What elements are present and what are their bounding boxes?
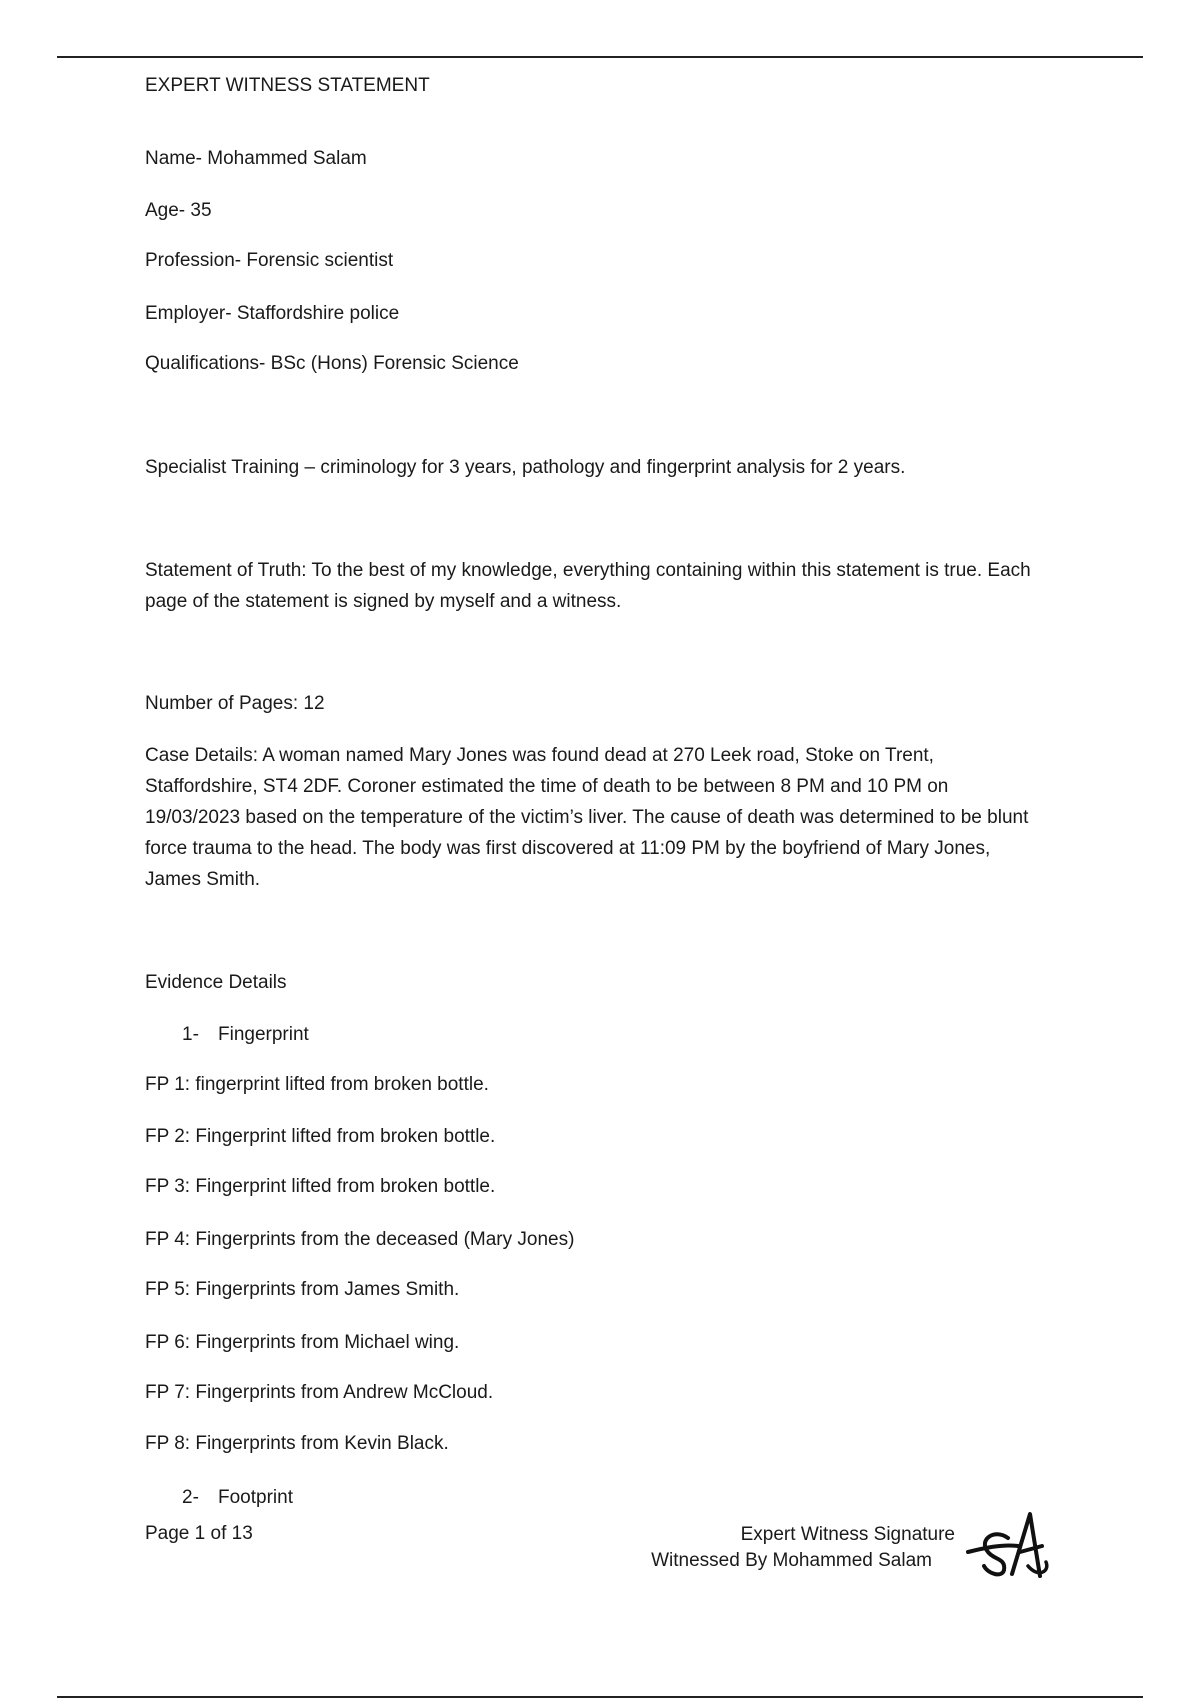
evidence-item: FP 1: fingerprint lifted from broken bottle. bbox=[145, 1074, 489, 1095]
field-profession: Profession- Forensic scientist bbox=[145, 250, 394, 271]
bottom-rule bbox=[57, 1696, 1143, 1698]
evidence-item: FP 7: Fingerprints from Andrew McCloud. bbox=[145, 1382, 494, 1403]
number-of-pages: Number of Pages: 12 bbox=[145, 693, 325, 714]
expert-signature-label: Expert Witness Signature bbox=[740, 1524, 955, 1545]
field-age: Age- 35 bbox=[145, 200, 212, 221]
evidence-section-1-number: 1- bbox=[182, 1024, 199, 1045]
evidence-item: FP 2: Fingerprint lifted from broken bottle. bbox=[145, 1126, 496, 1147]
evidence-section-2-label: Footprint bbox=[218, 1487, 293, 1508]
field-employer: Employer- Staffordshire police bbox=[145, 303, 400, 324]
evidence-section-1-label: Fingerprint bbox=[218, 1024, 309, 1045]
evidence-item: FP 5: Fingerprints from James Smith. bbox=[145, 1279, 460, 1300]
page-number: Page 1 of 13 bbox=[145, 1523, 253, 1544]
evidence-item: FP 6: Fingerprints from Michael wing. bbox=[145, 1332, 460, 1353]
evidence-item: FP 3: Fingerprint lifted from broken bottle. bbox=[145, 1176, 496, 1197]
case-details: Case Details: A woman named Mary Jones was found dead at 270 Leek road, Stoke on Trent, Staffordshire, ST4 2DF. Coroner estimated the time of death to be between 8 PM and 10 PM on 19/03/2023 based on the temperature of the victim’s liver. The cause of death was determined to be blunt force trauma to the head. The body was first discovered at 11:09 PM by the boyfriend of Mary Jones, James Smith. bbox=[145, 745, 1029, 890]
specialist-training: Specialist Training – criminology for 3 years, pathology and fingerprint analysis for 2 years. bbox=[145, 457, 906, 478]
document-title: EXPERT WITNESS STATEMENT bbox=[145, 75, 430, 96]
witnessed-by-label: Witnessed By Mohammed Salam bbox=[651, 1550, 932, 1571]
evidence-item: FP 4: Fingerprints from the deceased (Mary Jones) bbox=[145, 1229, 575, 1250]
field-qualifications: Qualifications- BSc (Hons) Forensic Science bbox=[145, 353, 519, 374]
statement-of-truth: Statement of Truth: To the best of my knowledge, everything containing within this statement is true. Each page of the statement is signed by myself and a witness. bbox=[145, 560, 1031, 612]
top-rule bbox=[57, 56, 1143, 58]
evidence-section-2-number: 2- bbox=[182, 1487, 199, 1508]
handwritten-signature bbox=[960, 1508, 1060, 1586]
field-name: Name- Mohammed Salam bbox=[145, 148, 367, 169]
evidence-heading: Evidence Details bbox=[145, 972, 287, 993]
evidence-item: FP 8: Fingerprints from Kevin Black. bbox=[145, 1433, 449, 1454]
